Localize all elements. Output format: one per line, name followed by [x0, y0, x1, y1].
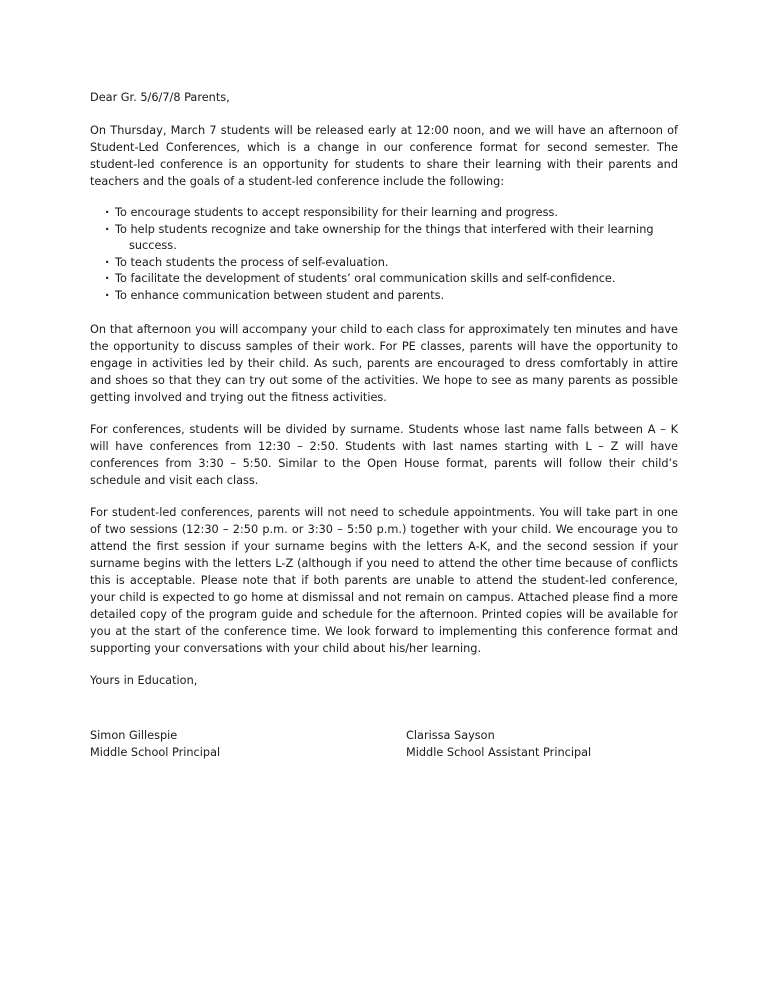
goal-item: [105, 288, 678, 305]
sessions-paragraph: For student-led conferences, parents will not need to schedule appointments. You will take part in one of two sessions (12:30 – 2:50 p.m. or 3:30 – 5:50 p.m.) together with your child. We encourage you to attend the first session if your surname begins with the letters A-K, and the second session if your surname begins with the letters L-Z (although if you need to attend the other time because of conflicts this is acceptable. Please note that if both parents are unable to attend the student-led conference, your child is expected to go home at dismissal and not remain on campus. Attached please find a more detailed copy of the program guide and schedule for the afternoon. Printed copies will be available for you at the start of the conference time. We look forward to implementing this conference format and supporting your conversations with your child about his/her learning.: [90, 505, 678, 655]
signatory-title: Middle School Principal: [90, 745, 221, 759]
goal-text: To help students recognize and take ownership for the things that interfered with their learning: [115, 222, 654, 236]
signatory-principal: [90, 727, 406, 761]
letter-closing: Yours in Education,: [90, 673, 198, 687]
goal-text: To encourage students to accept responsibility for their learning and progress.: [115, 206, 558, 219]
surname-paragraph: For conferences, students will be divided by surname. Students whose last name falls between A – K will have conferences from 12:30 – 2:50. Students with last names starting with L – Z will have conferences from 3:30 – 5:50. Similar to the Open House format, parents will follow their child’s schedule and visit each class.: [90, 422, 678, 487]
signatory-assistant-principal: [406, 727, 591, 761]
signatory-title: Middle School Assistant Principal: [406, 745, 592, 759]
signatory-name: Clarissa Sayson: [406, 728, 495, 742]
afternoon-paragraph: On that afternoon you will accompany your child to each class for approximately ten minutes and have the opportunity to discuss samples of their work. For PE classes, parents will have the opportunity to engage in activities led by their child. As such, parents are encouraged to dress comfortably in attire and shoes so that they can try out some of the activities. We hope to see as many parents as possible getting involved and trying out the fitness activities.: [90, 322, 678, 404]
goal-text: To facilitate the development of students’ oral communication skills and self-confidence.: [115, 272, 616, 286]
letter-page: [90, 89, 678, 761]
goal-text-continuation: success.: [129, 239, 177, 253]
goal-item: [105, 222, 678, 255]
goal-item: [105, 205, 678, 222]
signature-block: [90, 727, 678, 761]
goal-text: To teach students the process of self-evaluation.: [115, 255, 389, 269]
letter-greeting: Dear Gr. 5/6/7/8 Parents,: [90, 91, 230, 104]
signatory-name: Simon Gillespie: [90, 728, 178, 742]
intro-paragraph: On Thursday, March 7 students will be released early at 12:00 noon, and we will have an afternoon of Student-Led Conferences, which is a change in our conference format for second semester. The student-led conference is an opportunity for students to share their learning with their parents and teachers and the goals of a student-led conference include the following:: [90, 124, 678, 188]
goal-item: [105, 271, 678, 288]
goals-list: [105, 205, 678, 305]
goal-text: To enhance communication between student and parents.: [115, 288, 445, 302]
goal-item: [105, 255, 678, 272]
